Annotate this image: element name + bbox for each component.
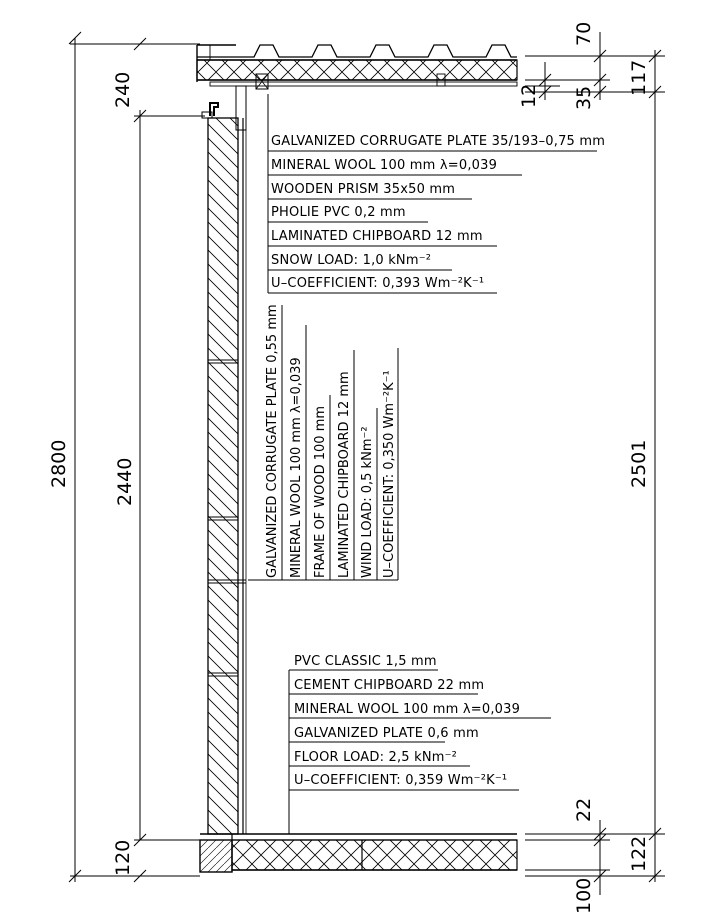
roof-spec-1: GALVANIZED CORRUGATE PLATE 35/193–0,75 mm: [271, 134, 606, 149]
floor-mineral-wool: [232, 840, 517, 870]
dim-roof-thickness: 240: [112, 71, 134, 108]
roof-mineral-wool: [197, 60, 517, 80]
wall-spec-2: MINERAL WOOL 100 mm λ=0,039: [289, 357, 304, 578]
wall-spec-3: FRAME OF WOOD 100 mm: [313, 405, 328, 578]
wall-spec-6: U–COEFFICIENT: 0,350 Wm⁻²K⁻¹: [382, 370, 397, 578]
roof-spec-6: SNOW LOAD: 1,0 kNm⁻²: [271, 253, 432, 268]
floor-spec-4: GALVANIZED PLATE 0,6 mm: [294, 726, 479, 741]
dim-floor-22: 22: [573, 797, 595, 822]
floor-spec-3: MINERAL WOOL 100 mm λ=0,039: [294, 702, 521, 717]
dim-floor-thickness: 120: [112, 839, 134, 876]
dim-total-height: 2800: [48, 439, 70, 488]
roof-corrugated-plate: [197, 45, 517, 57]
roof-spec-2: MINERAL WOOL 100 mm λ=0,039: [271, 158, 498, 173]
dim-floor-100: 100: [573, 877, 595, 914]
wall-section: [202, 112, 246, 834]
dim-roof-12: 12: [518, 83, 540, 108]
roof-spec-7: U–COEFFICIENT: 0,393 Wm⁻²K⁻¹: [271, 276, 485, 291]
wall-spec-1: GALVANIZED CORRUGATE PLATE 0,55 mm: [265, 304, 280, 578]
wall-spec-5: WIND LOAD: 0,5 kNm⁻²: [360, 426, 375, 578]
roof-gutter: [210, 103, 218, 116]
dim-roof-35: 35: [573, 85, 595, 110]
floor-spec-5: FLOOR LOAD: 2,5 kNm⁻²: [294, 750, 458, 765]
dim-roof-70: 70: [573, 21, 595, 46]
floor-section: [200, 834, 517, 872]
floor-spec-1: PVC CLASSIC 1,5 mm: [294, 654, 437, 669]
dim-inner-height: 2501: [628, 439, 650, 488]
wall-mineral-wool: [208, 118, 238, 834]
floor-spec-6: U–COEFFICIENT: 0,359 Wm⁻²K⁻¹: [294, 773, 508, 788]
roof-spec-5: LAMINATED CHIPBOARD 12 mm: [271, 229, 483, 244]
floor-spec-2: CEMENT CHIPBOARD 22 mm: [294, 678, 485, 693]
dim-wall-height: 2440: [114, 457, 136, 506]
dim-floor-122: 122: [628, 835, 650, 872]
roof-spec-4: PHOLIE PVC 0,2 mm: [271, 205, 406, 220]
roof-spec-3: WOODEN PRISM 35x50 mm: [271, 182, 456, 197]
wall-spec-4: LAMINATED CHIPBOARD 12 mm: [337, 371, 352, 578]
dim-roof-117: 117: [628, 59, 650, 96]
roof-section: [197, 45, 517, 130]
